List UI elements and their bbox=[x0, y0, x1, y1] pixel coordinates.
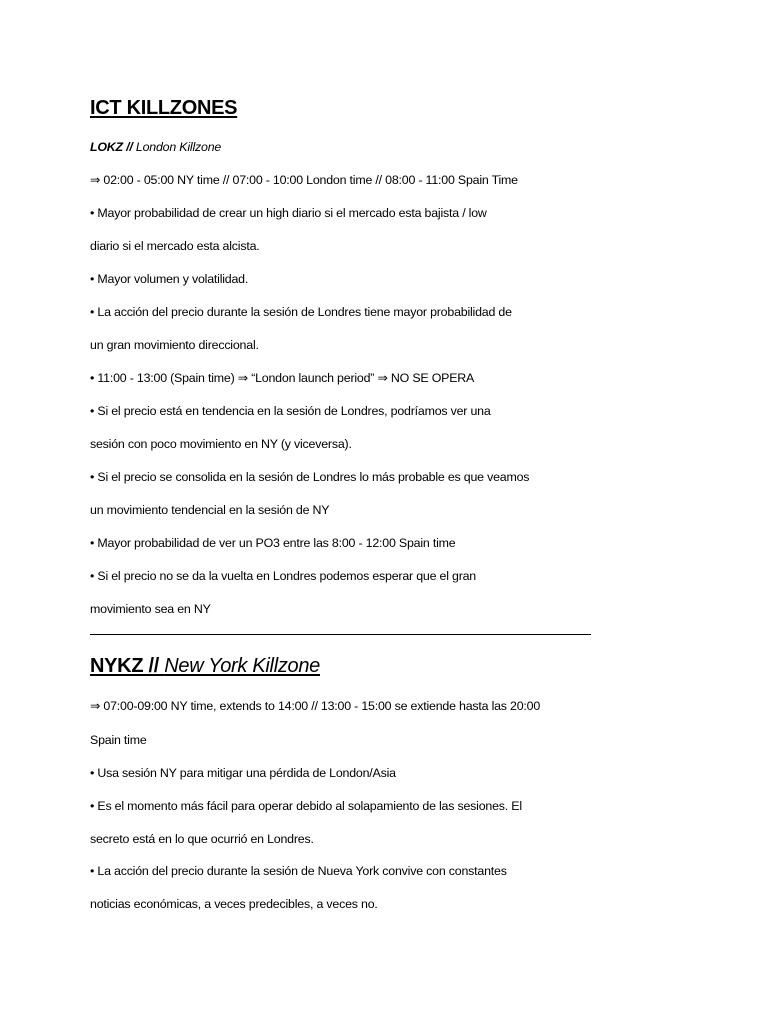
newyork-line-1: ⇒ 07:00-09:00 NY time, extends to 14:00 // 13:00 - 15:00 se extiende hasta las 20:00 bbox=[90, 699, 541, 713]
section-subtitle-london bbox=[90, 139, 221, 155]
section-title-name: New York Killzone bbox=[164, 655, 321, 677]
london-line-3: diario si el mercado esta alcista. bbox=[90, 239, 260, 253]
london-line-11: un movimiento tendencial en la sesión de NY bbox=[90, 503, 330, 517]
newyork-line-5: secreto está en lo que ocurrió en Londres. bbox=[90, 832, 314, 846]
london-line-13: • Si el precio no se da la vuelta en Londres podemos esperar que el gran bbox=[90, 569, 477, 583]
london-line-9: sesión con poco movimiento en NY (y viceversa). bbox=[90, 437, 352, 451]
london-line-7: • 11:00 - 13:00 (Spain time) ⇒ “London launch period” ⇒ NO SE OPERA bbox=[90, 371, 475, 385]
subtitle-name: London Killzone bbox=[132, 140, 222, 154]
subtitle-code: LOKZ // bbox=[90, 140, 133, 154]
london-line-6: un gran movimiento direccional. bbox=[90, 338, 259, 352]
section-title-newyork bbox=[90, 654, 320, 678]
section-title-code: NYKZ // bbox=[90, 655, 165, 677]
newyork-line-7: noticias económicas, a veces predecibles, a veces no. bbox=[90, 897, 378, 911]
london-line-1: ⇒ 02:00 - 05:00 NY time // 07:00 - 10:00 London time // 08:00 - 11:00 Spain Time bbox=[90, 173, 518, 187]
london-line-2: • Mayor probabilidad de crear un high diario si el mercado esta bajista / low bbox=[90, 206, 487, 220]
london-line-8: • Si el precio está en tendencia en la sesión de Londres, podríamos ver una bbox=[90, 404, 491, 418]
london-line-10: • Si el precio se consolida en la sesión de Londres lo más probable es que veamos bbox=[90, 470, 530, 484]
london-line-14: movimiento sea en NY bbox=[90, 602, 211, 616]
document-title: ICT KILLZONES bbox=[90, 97, 238, 119]
newyork-line-2: Spain time bbox=[90, 733, 147, 747]
london-line-4: • Mayor volumen y volatilidad. bbox=[90, 272, 249, 286]
newyork-line-4: • Es el momento más fácil para operar debido al solapamiento de las sesiones. El bbox=[90, 799, 522, 813]
newyork-line-3: • Usa sesión NY para mitigar una pérdida de London/Asia bbox=[90, 766, 396, 780]
section-divider bbox=[90, 634, 591, 635]
london-line-12: • Mayor probabilidad de ver un PO3 entre las 8:00 - 12:00 Spain time bbox=[90, 536, 456, 550]
newyork-line-6: • La acción del precio durante la sesión de Nueva York convive con constantes bbox=[90, 864, 507, 878]
london-line-5: • La acción del precio durante la sesión de Londres tiene mayor probabilidad de bbox=[90, 305, 512, 319]
